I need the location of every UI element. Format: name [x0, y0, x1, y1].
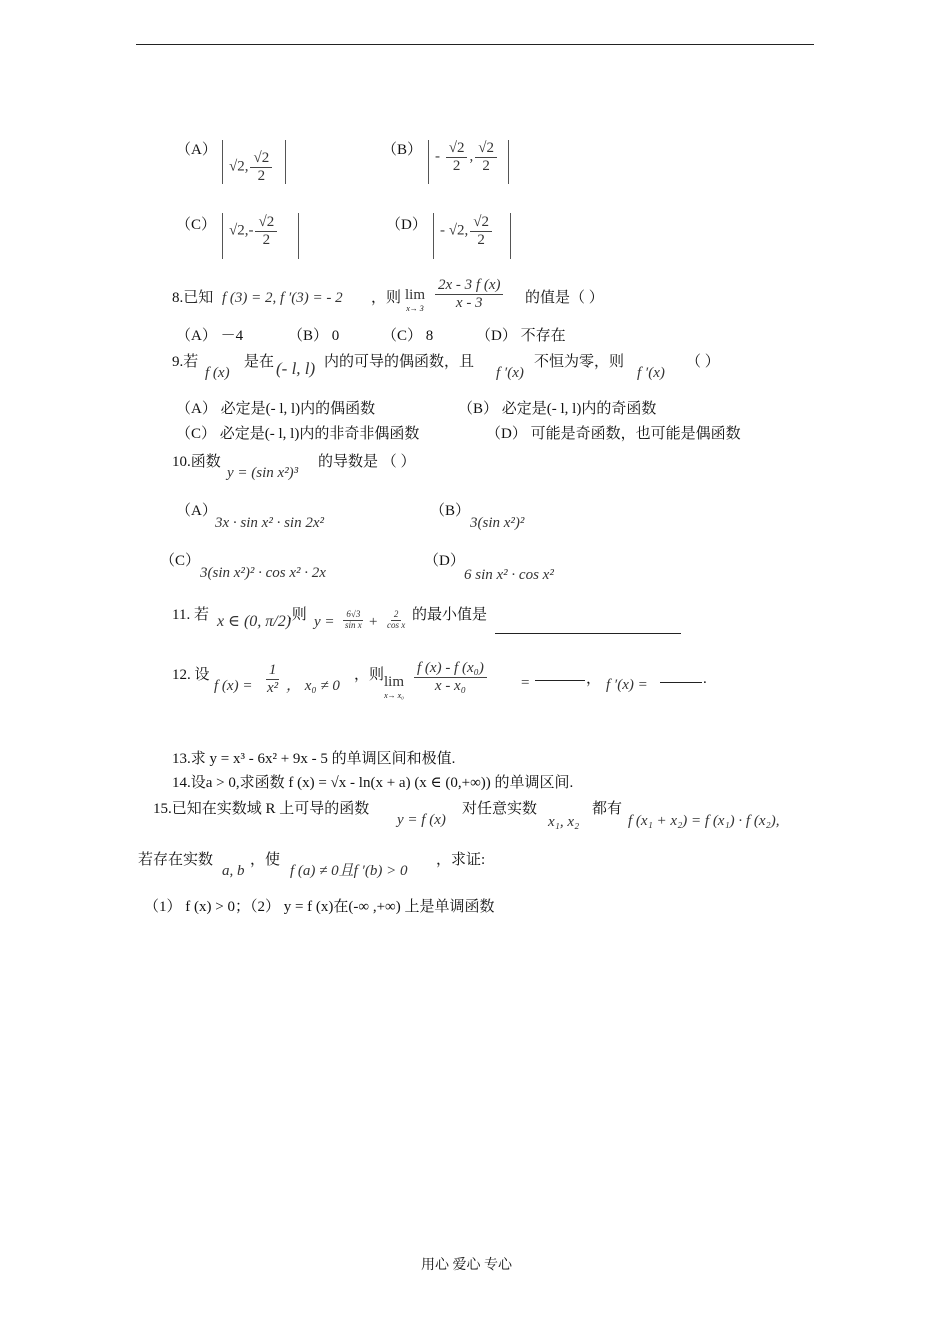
- q15-ab: a, b: [222, 863, 245, 879]
- q10-suffix: 的导数是 （ ）: [318, 454, 416, 470]
- q7-option-d-expr: - √2, $\frac{√2}{2}$: [440, 214, 494, 248]
- q7-a-bar-left: [222, 140, 223, 184]
- q8-option-b: （B） 0: [288, 328, 340, 344]
- q8-option-a: （A） －4: [176, 328, 244, 344]
- q9-text-1: 是在: [244, 354, 275, 370]
- q11-plus: +: [369, 614, 378, 630]
- q9-fpx-2: f ′(x): [637, 365, 665, 381]
- q10-option-c-label: （C）: [160, 553, 201, 569]
- q10-prefix: 10.函数: [172, 454, 221, 470]
- q15-line-2a: 若存在实数: [138, 852, 214, 868]
- q7-option-a-label: （A）: [176, 142, 217, 158]
- q12-fpx: f ′(x) =: [606, 677, 648, 693]
- q8-then: ，则: [371, 290, 402, 306]
- q7-d-bar-right: [510, 213, 511, 259]
- q10-option-a-label: （A）: [176, 503, 217, 519]
- q9-prefix: 9.若: [172, 354, 199, 370]
- q7-option-c-expr: √2,- $\frac{√2}{2}$: [229, 214, 279, 248]
- q15-line-2b: ，使: [250, 852, 281, 868]
- q10-option-b-label: （B）: [430, 503, 471, 519]
- q7-option-a-expr: √2, $\frac{√2}{2}$: [229, 150, 274, 184]
- q7-b-bar-left: [428, 140, 429, 184]
- q12-limit-fraction: $\frac{\text{f (x) - f (x₀)}}{\text{x - x₀}}$: [412, 660, 489, 694]
- q9-text-3: 不恒为零，则: [534, 354, 625, 370]
- header-rule: [136, 44, 814, 45]
- q15-line-1b: 对任意实数: [462, 801, 538, 817]
- q11-then: ,则: [288, 607, 307, 623]
- q10-option-d-label: （D）: [424, 553, 465, 569]
- q15-line-1c: 都有: [592, 801, 623, 817]
- q10-option-d: 6 sin x² · cos x²: [464, 567, 554, 583]
- q9-option-d: （D） 可能是奇函数，也可能是偶函数: [486, 426, 741, 442]
- q12-sep: ，: [586, 671, 602, 687]
- q9-fpx: f ′(x): [496, 365, 524, 381]
- q15-line-3: （1） f (x) > 0；（2） y = f (x)在(-∞ ,+∞) 上是单调函数: [144, 899, 495, 915]
- q7-option-c-label: （C）: [176, 217, 217, 233]
- q8-limit: lim x→ 3: [405, 287, 426, 313]
- q7-option-d-label: （D）: [386, 217, 427, 233]
- q11-answer-blank[interactable]: [495, 633, 681, 634]
- q11-term-1: $\frac{6√3}{\text{sin x}}$: [345, 609, 362, 630]
- q9-option-c: （C） 必定是(- l, l)内的非奇非偶函数: [176, 426, 420, 442]
- q11-suffix: 的最小值是: [412, 607, 488, 623]
- q8-option-d: （D） 不存在: [476, 328, 566, 344]
- q11-prefix: 11. 若: [172, 607, 209, 623]
- q8-suffix: 的值是（ ）: [525, 290, 604, 306]
- q12-equals: =: [521, 675, 530, 691]
- q9-text-2: 内的可导的偶函数，且: [324, 354, 475, 370]
- q10-option-c: 3(sin x²)² · cos x² · 2x: [200, 565, 326, 581]
- q12-blank-1[interactable]: [535, 680, 585, 681]
- q7-option-b-label: （B）: [382, 142, 423, 158]
- q9-fx: f (x): [205, 365, 230, 381]
- q10-option-a: 3x · sin x² · sin 2x²: [215, 515, 324, 531]
- q7-d-bar-left: [433, 213, 434, 259]
- q7-c-bar-left: [222, 213, 223, 259]
- q8-prefix: 8.已知: [172, 290, 214, 306]
- q15-x1x2: x₁, x₂: [548, 814, 580, 830]
- q13-text: 13.求 y = x³ - 6x² + 9x - 5 的单调区间和极值.: [172, 751, 456, 767]
- q9-interval: (- l, l): [276, 359, 316, 378]
- q15-line-2c: ，求证:: [436, 852, 486, 868]
- q7-c-bar-right: [298, 213, 299, 259]
- q8-fraction: $\frac{2x - 3 f (x)}{x - 3}$: [433, 277, 505, 311]
- q7-a-bar-right: [285, 140, 286, 184]
- q12-end: .: [703, 671, 707, 687]
- q14-text: 14.设a > 0,求函数 f (x) = √x - ln(x + a) (x ∈ (0,+∞)) 的单调区间.: [172, 775, 574, 791]
- q12-x0: ， x₀ ≠ 0: [286, 678, 340, 694]
- q8-condition: f (3) = 2, f ′(3) = - 2: [222, 290, 343, 306]
- q9-paren: （ ）: [686, 354, 720, 370]
- q15-line-1a: 15.已知在实数域 R 上可导的函数: [153, 801, 370, 817]
- q12-then: ，则: [354, 667, 385, 683]
- q12-fx: f (x) =: [214, 678, 253, 694]
- q7-option-b-expr: - $\frac{√2}{2}$ , $\frac{√2}{2}$: [435, 140, 499, 174]
- q9-option-a: （A） 必定是(- l, l)内的偶函数: [176, 401, 376, 417]
- q15-equation: f (x₁ + x₂) = f (x₁) · f (x₂),: [628, 813, 780, 829]
- q15-yfx: y = f (x): [397, 812, 446, 828]
- q8-option-c: （C） 8: [382, 328, 434, 344]
- q15-condition: f (a) ≠ 0且f ′(b) > 0: [290, 863, 408, 879]
- q7-b-bar-right: [508, 140, 509, 184]
- footer-text: 用心 爱心 专心: [421, 1258, 512, 1273]
- q12-blank-2[interactable]: [660, 682, 702, 683]
- q11-term-2: $\frac{2}{\text{cos x}}$: [387, 609, 406, 630]
- q11-condition: x ∈ (0, π/2): [217, 613, 292, 630]
- q9-option-b: （B） 必定是(- l, l)内的奇函数: [458, 401, 657, 417]
- q10-expr: y = (sin x²)³: [227, 465, 299, 481]
- q12-prefix: 12. 设: [172, 667, 210, 683]
- q12-fraction: $\frac{1}{\text{x²}}$: [267, 662, 279, 696]
- q12-limit: lim x→ x₀: [384, 674, 405, 700]
- q10-option-b: 3(sin x²)²: [470, 515, 525, 531]
- q11-y: y =: [314, 614, 335, 630]
